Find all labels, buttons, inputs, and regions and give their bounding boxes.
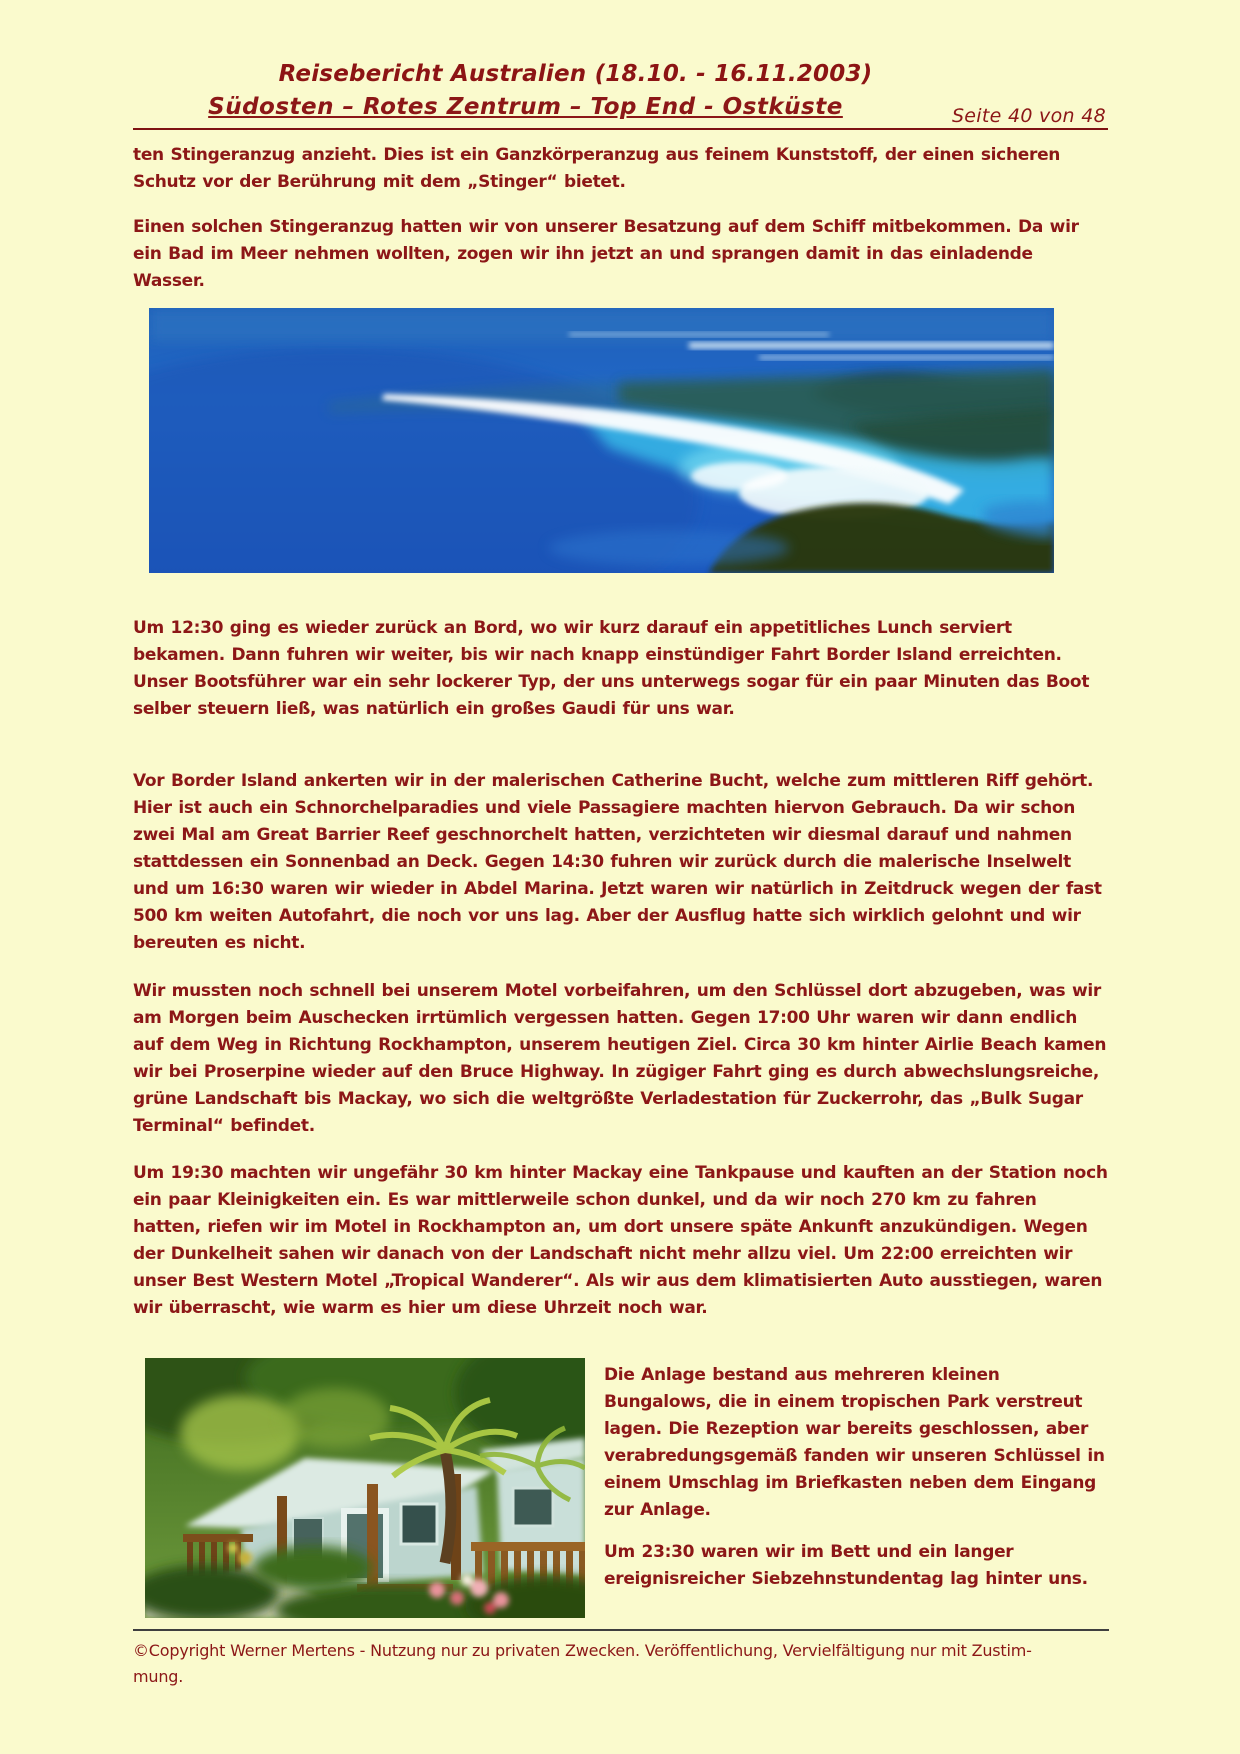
aerial-coast-photo — [149, 308, 1054, 573]
paragraph-motel-key: Wir mussten noch schnell bei unserem Motel vorbeifahren, um den Schlüssel dort abzugeben, was wir am Morgen beim Auschecken irrtümlich vergessen hatten. Gegen 17:00 Uhr waren wir dann endlich auf dem Weg in Richtung Rockhampton, unserem heutigen Ziel. Circa 30 km hinter Airlie Beach kamen wir bei Proserpine wieder auf den Bruce Highway. In zügiger Fahrt ging es durch abwechslungsreiche, grüne Landschaft bis Mackay, wo sich die weltgrößte Verladestation für Zuckerrohr, das „Bulk Sugar Terminal“ befindet. — [133, 981, 1107, 1136]
paragraph-bedtime: Um 23:30 waren wir im Bett und ein langer ereignisreicher Siebzehnstundentag lag hinter uns. — [604, 1542, 1088, 1589]
bungalow-photo — [145, 1358, 585, 1618]
paragraph-swimming: Einen solchen Stingeranzug hatten wir von unserer Besatzung auf dem Schiff mitbekommen. Da wir ein Bad im Meer nehmen wollten, zogen wir ihn jetzt an und sprangen damit in das einladende Wasser. — [133, 217, 1079, 291]
aerial-coast-photo-graphic — [149, 308, 1054, 573]
report-title: Reisebericht Australien (18.10. - 16.11.2003) — [278, 61, 873, 87]
paragraph-bungalows: Die Anlage bestand aus mehreren kleinen Bungalows, die in einem tropischen Park verstreut lagen. Die Rezeption war bereits geschlossen, aber verabredungsgemäß fanden wir unseren Schlüssel in einem Umschlag im Briefkasten neben dem Eingang zur Anlage. — [604, 1365, 1105, 1520]
bottom-section — [133, 1358, 1108, 1618]
footer-copyright-line1: ©Copyright Werner Mertens - Nutzung nur zu privaten Zwecken. Veröffentlichung, Vervielfältigung nur mit Zustim- — [133, 1641, 1032, 1660]
footer-copyright-line2: mung. — [133, 1667, 184, 1686]
bungalow-photo-graphic — [145, 1358, 585, 1618]
page-content — [133, 58, 1108, 1618]
header-rule — [133, 94, 1108, 130]
bottom-text-column — [604, 1358, 1105, 1593]
paragraph-catherine-bay: Vor Border Island ankerten wir in der malerischen Catherine Bucht, welche zum mittleren Riff gehört. Hier ist auch ein Schnorchelparadies und viele Passagiere machten hiervon Gebrauch. Da wir schon zwei Mal am Great Barrier Reef geschnorchelt hatten, verzichteten wir diesmal darauf und nahmen stattdessen ein Sonnenbad an Deck. Gegen 14:30 fuhren wir zurück durch die malerische Inselwelt und um 16:30 waren wir wieder in Abdel Marina. Jetzt waren wir natürlich in Zeitdruck wegen der fast 500 km weiten Autofahrt, die noch vor uns lag. Aber der Ausflug hatte sich wirklich gelohnt und wir bereuten es nicht. — [133, 771, 1102, 953]
report-subtitle: Südosten – Rotes Zentrum – Top End - Ostküste — [208, 94, 843, 120]
paragraph-lunch-border-island: Um 12:30 ging es wieder zurück an Bord, wo wir kurz darauf ein appetitliches Lunch serviert bekamen. Dann fuhren wir weiter, bis wir nach knapp einstündiger Fahrt Border Island erreichten. Unser Bootsführer war ein sehr lockerer Typ, der uns unterwegs sogar für ein paar Minuten das Boot selber steuern ließ, was natürlich ein großes Gaudi für uns war. — [133, 618, 1090, 719]
paragraph-night-drive: Um 19:30 machten wir ungefähr 30 km hinter Mackay eine Tankpause und kauften an der Station noch ein paar Kleinigkeiten ein. Es war mittlerweile schon dunkel, und da wir noch 270 km zu fahren hatten, riefen wir im Motel in Rockhampton an, um dort unsere späte Ankunft anzukündigen. Wegen der Dunkelheit sahen wir danach von der Landschaft nicht mehr allzu viel. Um 22:00 erreichten wir unser Best Western Motel „Tropical Wanderer“. Als wir aus dem klimatisierten Auto ausstiegen, waren wir überrascht, wie warm es hier um diese Uhrzeit noch war. — [133, 1163, 1108, 1318]
page-number: Seite 40 von 48 — [951, 105, 1106, 127]
footer — [133, 1629, 1109, 1690]
paragraph-stinger-suit: ten Stingeranzug anzieht. Dies ist ein Ganzkörperanzug aus feinem Kunststoff, der einen sicheren Schutz vor der Berührung mit dem „Stinger“ bietet. — [133, 145, 1061, 192]
